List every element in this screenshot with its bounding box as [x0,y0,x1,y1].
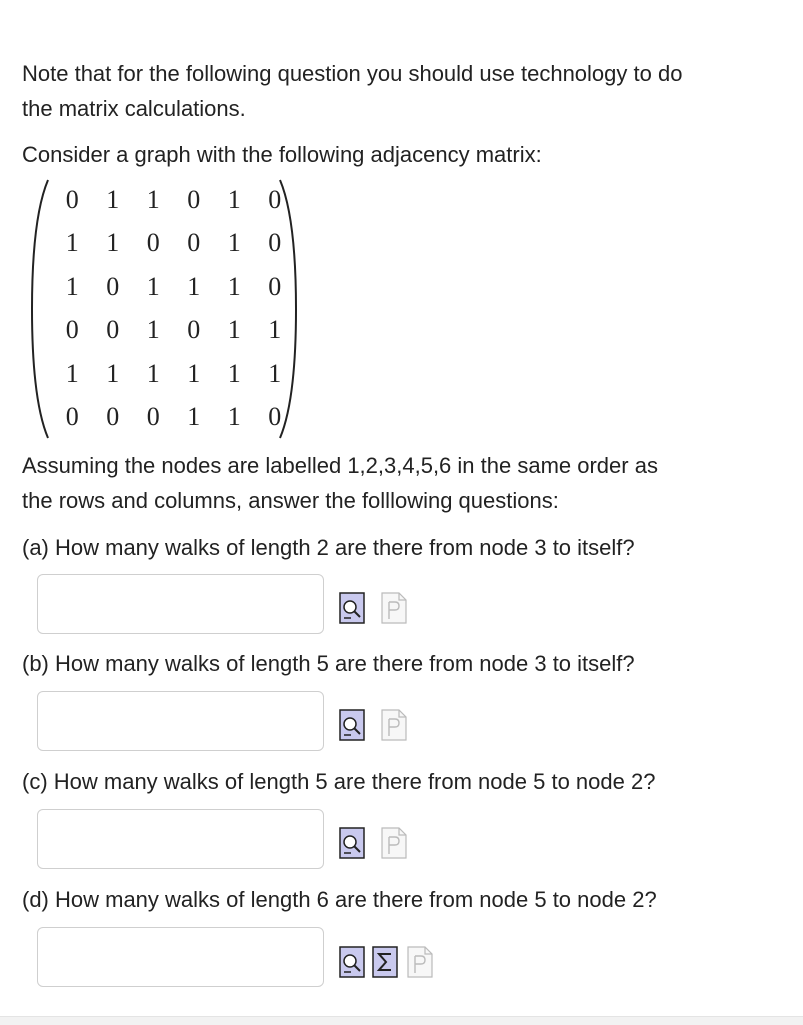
matrix-cell: 1 [65,271,79,301]
answer-input-a[interactable] [37,574,324,634]
intro-line-1: Note that for the following question you should use technology to do [22,61,683,86]
matrix-cell: 1 [146,358,160,388]
matrix-cell: 0 [65,315,79,345]
answer-input-b[interactable] [37,691,324,751]
matrix-cell: 1 [187,358,201,388]
matrix-cell: 0 [106,402,120,432]
assume-line-1: Assuming the nodes are labelled 1,2,3,4,5,6 in the same order as [22,453,658,478]
matrix-cell: 0 [146,402,160,432]
matrix-cell: 0 [187,184,201,214]
matrix-cell: 1 [227,228,241,258]
preview-icon[interactable] [339,946,365,978]
assume-line-2: the rows and columns, answer the folllowing questions: [22,488,559,513]
paste-icon[interactable] [381,709,407,741]
preview-icon[interactable] [339,827,365,859]
matrix-cell: 0 [268,402,282,432]
matrix-cell: 1 [65,358,79,388]
question-b: (b) How many walks of length 5 are there from node 3 to itself? [22,651,635,676]
matrix-cell: 1 [268,358,282,388]
matrix-cell: 1 [268,315,282,345]
matrix-cell: 0 [146,228,160,258]
matrix-cell: 1 [227,358,241,388]
matrix-cell: 0 [65,184,79,214]
matrix-cell: 0 [187,228,201,258]
matrix-cell: 1 [146,184,160,214]
matrix-cell: 0 [187,315,201,345]
right-paren [278,178,298,440]
matrix-cell: 0 [268,271,282,301]
matrix-cell: 1 [146,271,160,301]
matrix-cell: 0 [65,402,79,432]
matrix-cell: 0 [106,315,120,345]
paste-icon[interactable] [381,592,407,624]
answer-input-c[interactable] [37,809,324,869]
matrix-cell: 0 [106,271,120,301]
matrix-cell: 0 [268,184,282,214]
matrix-cell: 1 [65,228,79,258]
intro-line-3: Consider a graph with the following adjacency matrix: [22,142,542,167]
paste-icon[interactable] [381,827,407,859]
adjacency-matrix [30,178,298,440]
formula-icon[interactable] [372,946,398,978]
intro-line-2: the matrix calculations. [22,96,246,121]
matrix-cell: 1 [106,358,120,388]
matrix-cell: 1 [227,184,241,214]
matrix-cell: 1 [227,271,241,301]
answer-input-d[interactable] [37,927,324,987]
question-c: (c) How many walks of length 5 are there from node 5 to node 2? [22,769,656,794]
question-a: (a) How many walks of length 2 are there from node 3 to itself? [22,535,635,560]
question-d: (d) How many walks of length 6 are there from node 5 to node 2? [22,887,657,912]
matrix-cell: 1 [227,315,241,345]
preview-icon[interactable] [339,709,365,741]
matrix-cell: 1 [146,315,160,345]
preview-icon[interactable] [339,592,365,624]
matrix-cell: 1 [187,271,201,301]
matrix-cell: 1 [106,184,120,214]
matrix-cell: 1 [187,402,201,432]
left-paren [30,178,50,440]
matrix-grid [52,178,295,439]
matrix-cell: 1 [227,402,241,432]
matrix-cell: 1 [106,228,120,258]
paste-icon[interactable] [407,946,433,978]
matrix-cell: 0 [268,228,282,258]
